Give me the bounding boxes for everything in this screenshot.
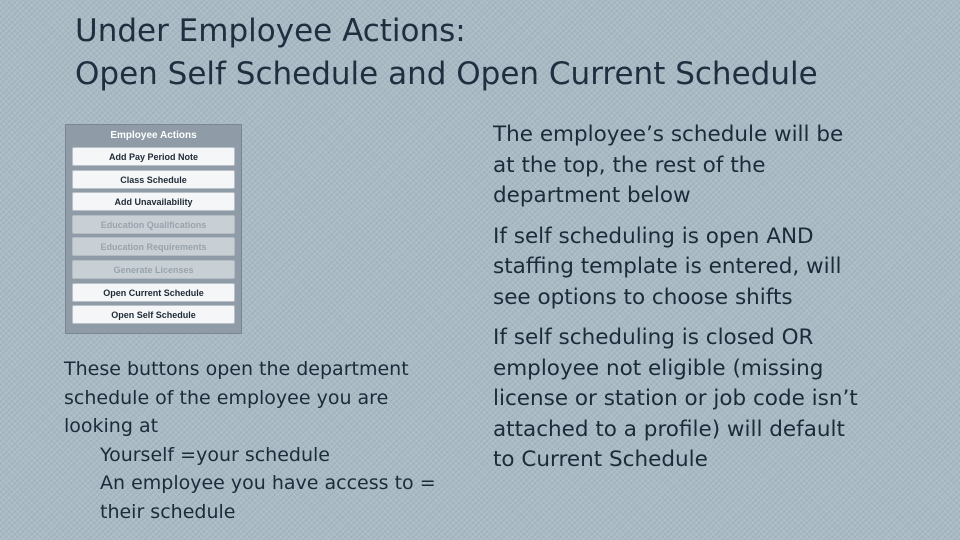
- note-line: department below: [493, 183, 691, 208]
- explanation-line-1: These buttons open the department: [64, 358, 409, 380]
- slide-title-line-2: Open Self Schedule and Open Current Schedule: [75, 56, 818, 92]
- employee-actions-header: Employee Actions: [110, 130, 197, 141]
- note-line: license or station or job code isn’t: [493, 386, 858, 411]
- note-line: employee not eligible (missing: [493, 355, 824, 381]
- note-line: at the top, the rest of the: [493, 152, 766, 178]
- note-schedule-order: [493, 120, 913, 212]
- note-line: If self scheduling is closed OR: [493, 325, 814, 350]
- add-pay-period-note-button[interactable]: Add Pay Period Note: [72, 147, 235, 166]
- open-self-schedule-button[interactable]: Open Self Schedule: [72, 305, 235, 324]
- note-line: staffing template is entered, will: [493, 254, 842, 279]
- slide-title-line-1: Under Employee Actions:: [75, 13, 466, 49]
- explanation-bullet-employee-cont: their schedule: [100, 500, 236, 523]
- buttons-explanation: [64, 355, 464, 526]
- note-line: attached to a profile) will default: [493, 416, 845, 442]
- note-line: see options to choose shifts: [493, 284, 793, 310]
- class-schedule-button[interactable]: Class Schedule: [72, 170, 235, 189]
- explanation-line-2: schedule of the employee you are: [64, 386, 389, 409]
- explanation-bullet-employee: An employee you have access to =: [100, 472, 436, 494]
- explanation-line-3: looking at: [64, 415, 159, 437]
- note-line: to Current Schedule: [493, 447, 708, 472]
- schedule-notes: [493, 120, 913, 486]
- explanation-bullet-yourself: Yourself =your schedule: [100, 443, 330, 466]
- slide-title: [75, 10, 818, 96]
- open-current-schedule-button[interactable]: Open Current Schedule: [72, 283, 235, 302]
- education-requirements-button: Education Requirements: [72, 237, 235, 256]
- employee-actions-panel: [65, 124, 242, 334]
- generate-licenses-button: Generate Licenses: [72, 260, 235, 279]
- note-line: The employee’s schedule will be: [493, 122, 844, 147]
- note-line: If self scheduling is open AND: [493, 223, 814, 249]
- add-unavailability-button[interactable]: Add Unavailability: [72, 192, 235, 211]
- note-self-schedule-open: [493, 222, 913, 314]
- education-qualifications-button: Education Qualifications: [72, 215, 235, 234]
- note-self-schedule-closed: [493, 323, 913, 476]
